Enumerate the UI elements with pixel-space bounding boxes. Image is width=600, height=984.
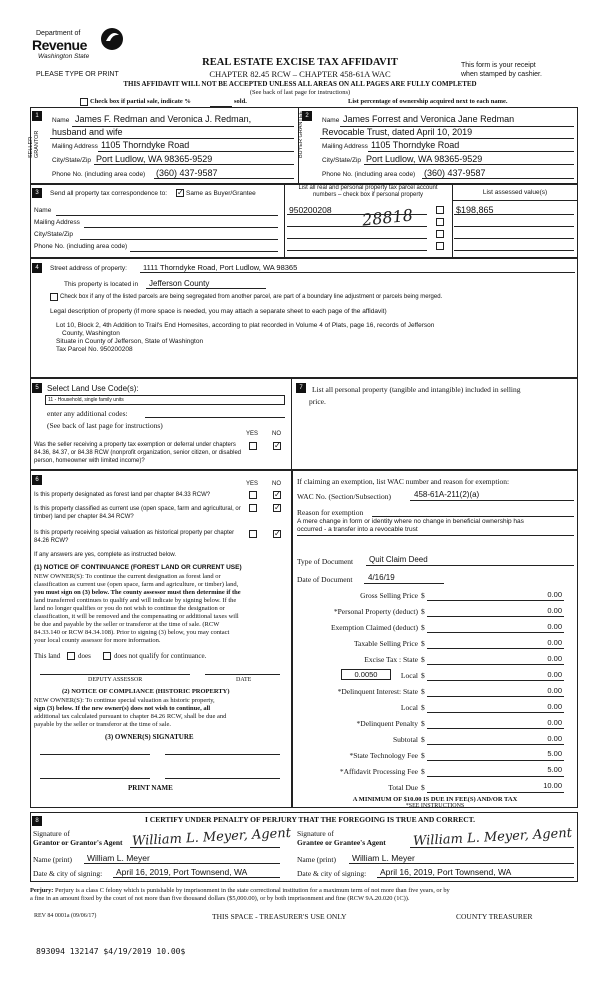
assessed-value-1[interactable]: $198,865 [456,205,494,215]
deputy-assessor-label: DEPUTY ASSESSOR [88,677,143,683]
seller-phone-label: Phone No. (including area code) [52,171,146,178]
amount-label-taxable: Taxable Selling Price [353,639,418,648]
sec5-exemption-question: Was the seller receiving a property tax exemption or deferral under chapters 84.36, 84.37, or 84.38 RCW (nonprofit organization, senior citizen, or disabled person, homeowner with limited income)? [34,442,242,464]
parcel-header: List all real and personal property tax parcel account numbers – check box if personal property [298,185,438,198]
reason-line-2[interactable]: occurred - a transfer into a revocable trust [297,526,418,533]
amount-label-excise-state: Excise Tax : State [364,655,418,664]
amount-value-processing-fee[interactable]: 5.00 [547,765,562,774]
parcel-number-1[interactable]: 950200208 [289,205,332,215]
buyer-side-label: BUYER GRANTEE [298,110,304,158]
corr-name-field[interactable] [56,215,278,216]
assessed-header: List assessed value(s) [482,189,548,196]
corr-city-label: City/State/Zip [34,231,74,238]
form-title: REAL ESTATE EXCISE TAX AFFIDAVIT [202,57,398,68]
property-county[interactable]: Jefferson County [149,279,210,288]
buyer-city[interactable]: Port Ludlow, WA 98365-9529 [366,154,483,164]
legal-line-3[interactable]: Situate in County of Jefferson, State of Washington [56,338,204,345]
this-land-label: This land [34,652,61,660]
owner-signature-title: (3) OWNER(S) SIGNATURE [105,733,194,741]
corr-name-label: Name [34,207,52,214]
same-as-buyer-label: Same as Buyer/Grantee [186,190,256,197]
parcel-2-personal-checkbox[interactable] [436,218,444,226]
perjury-label: Perjury: [30,887,54,894]
perjury-certify: I CERTIFY UNDER PENALTY OF PERJURY THAT THE FOREGOING IS TRUE AND CORRECT. [144,815,475,824]
print-name-label: PRINT NAME [128,784,173,792]
if-yes-note: If any answers are yes, complete as instructed below. [34,552,177,558]
buyer-city-label: City/State/Zip [322,157,362,164]
grantee-date-label: Date & city of signing: [297,869,367,878]
reason-label: Reason for exemption [297,508,364,517]
exemption-label: If claiming an exemption, list WAC number and reason for exemption: [297,477,510,486]
perjury-text-1: Perjury is a class C felony which is punishable by imprisonment in the state correctional institution for a maximum term of not more than five years, or by [55,887,450,894]
forest-yes-checkbox[interactable] [249,491,257,499]
parcel-4-personal-checkbox[interactable] [436,242,444,250]
seller-side-label: SELLER GRANTOR [28,130,40,158]
section-3-number: 3 [32,188,42,198]
compliance-line-4: payable by the seller or transferor at the time of sale. [34,721,171,728]
additional-codes-field[interactable] [145,417,285,418]
parcel-1-personal-checkbox[interactable] [436,206,444,214]
section-2-number: 2 [302,111,312,121]
handwritten-parcel-note: 28818 [361,205,414,230]
grantee-date-city[interactable]: April 16, 2019, Port Townsend, WA [380,867,512,877]
seller-name-label: Name [52,117,70,124]
section-1-number: 1 [32,111,42,121]
historic-no-checkbox[interactable]: ✓ [274,529,281,538]
corr-addr-label: Mailing Address [34,219,80,226]
land-does-checkbox[interactable] [67,652,75,660]
personal-property-label-2: price. [309,397,326,406]
compliance-title: (2) NOTICE OF COMPLIANCE (HISTORIC PROPERTY) [62,688,230,695]
amount-value-delinquent-state[interactable]: 0.00 [547,686,562,695]
seller-phone[interactable]: (360) 437-9587 [156,168,218,178]
legal-line-1[interactable]: Lot 10, Block 2, 4th Addition to Trail's End Homesites, according to plat recorded in Volume 4 of Plats, page 16, records of Jefferson [56,322,435,329]
amount-label-subtotal: Subtotal [392,735,418,744]
grantee-sig-label-2: Grantee or Grantee's Agent [297,838,386,847]
sold-label: sold. [234,98,247,105]
amount-value-tech-fee[interactable]: 5.00 [547,749,562,758]
owner-print-line-2[interactable] [165,778,280,779]
buyer-name-label: Name [322,117,340,124]
amount-label-gross: Gross Selling Price [360,591,418,600]
amount-dollar: $ [421,623,425,632]
amount-label-exemption: Exemption Claimed (deduct) [330,623,418,632]
current-use-question: Is this property classified as current use (open space, farm and agricultural, or timber) land per chapter 84.34 RCW? [34,506,241,520]
amount-value-local[interactable]: 0.00 [547,670,562,679]
doc-type-label: Type of Document [297,557,354,566]
current-use-yes-checkbox[interactable] [249,504,257,512]
sec5-q1-no[interactable]: ✓ [274,441,281,450]
legal-line-4[interactable]: Tax Parcel No. 950200208 [56,346,133,353]
section-4-box [30,258,578,378]
grantor-name-label: Name (print) [33,855,72,864]
seller-name[interactable]: James F. Redman and Veronica J. Redman, [75,114,252,124]
perjury-line-2: a fine in an amount fixed by the court of not more than five thousand dollars ($5,000.00), or by both imprisonment and fine (RCW 9A.20.020 (1C)). [30,895,410,902]
owner-signature-line-1[interactable] [40,754,150,755]
continuance-line-4: land transferred continues to qualify and will indicate by signing below. If the [34,597,237,604]
amount-value-exemption[interactable]: 0.00 [547,622,562,631]
compliance-line-3: additional tax calculated pursuant to chapter 84.26 RCW, shall be due and [34,713,227,720]
personal-property-label-1: List all personal property (tangible and intangible) included in selling [312,385,521,394]
continuance-line-1: NEW OWNER(S): To continue the current designation as forest land or [34,573,221,580]
amount-label-personal: *Personal Property (deduct) [333,607,418,616]
form-subtitle: CHAPTER 82.45 RCW – CHAPTER 458-61A WAC [209,69,391,79]
logo-line3: Washington State [38,53,90,60]
amount-label-delinquent-state: *Delinquent Interest: State [337,687,418,696]
continuance-line-2: classification as current use (open space, farm and agriculture, or timber) land, [34,581,239,588]
seller-address[interactable]: 1105 Thorndyke Road [101,140,190,150]
land-use-label: Select Land Use Code(s): [47,384,139,393]
assessor-date-label: DATE [236,677,252,683]
continuance-line-9: your local county assessor for more information. [34,637,161,644]
doc-type[interactable]: Quit Claim Deed [369,555,428,564]
corr-phone-label: Phone No. (including area code) [34,243,128,250]
seller-city-label: City/State/Zip [52,157,92,164]
form-revision: REV 84 0001a (09/06/17) [34,913,97,919]
deputy-assessor-line[interactable] [40,674,190,675]
grantor-date-label: Date & city of signing: [33,869,103,878]
property-street[interactable]: 1111 Thorndyke Road, Port Ludlow, WA 98365 [143,263,298,272]
grantor-sig-label-1: Signature of [33,829,70,838]
land-use-see-back: (See back of last page for instructions) [47,421,163,430]
buyer-addr-label: Mailing Address [322,143,368,150]
owner-print-line-1[interactable] [40,778,150,779]
buyer-name-line2[interactable]: Revocable Trust, dated April 10, 2019 [322,127,473,137]
form-warning: THIS AFFIDAVIT WILL NOT BE ACCEPTED UNLESS ALL AREAS ON ALL PAGES ARE FULLY COMPLETED [123,80,477,88]
grantor-print-name[interactable]: William L. Meyer [87,853,150,863]
historic-yes-checkbox[interactable] [249,530,257,538]
buyer-address[interactable]: 1105 Thorndyke Road [371,140,460,150]
located-label: This property is located in [64,281,139,288]
wac-number[interactable]: 458-61A-211(2)(a) [414,490,480,499]
sec5-no-header: NO [272,431,281,437]
seller-addr-label: Mailing Address [52,143,98,150]
receipt-note-1: This form is your receipt [461,62,536,69]
amount-label-processing-fee: *Affidavit Processing Fee [339,767,418,776]
logo-mark-icon [100,26,124,52]
continuance-line-6: classification, it will be removed and the compensating or additional taxes will [34,613,239,620]
amount-dollar: $ [421,655,425,664]
grantee-print-name[interactable]: William L. Meyer [352,853,415,863]
minimum-due-note: A MINIMUM OF $10.00 IS DUE IN FEE(S) AND/OR TAX [352,796,518,803]
section-6-number: 6 [32,475,42,485]
parcel-3-personal-checkbox[interactable] [436,230,444,238]
amount-value-gross[interactable]: 0.00 [547,590,562,599]
seller-name-line2[interactable]: husband and wife [52,127,123,137]
compliance-line-2: sign (3) below. If the new owner(s) does not wish to continue, all [34,705,211,712]
see-back-note: (See back of last page for instructions) [249,89,351,96]
see-instructions-note: *SEE INSTRUCTIONS [405,803,465,809]
land-use-value: 11 - Household, single family units [48,397,124,403]
grantor-sig-label-2: Grantor or Grantor's Agent [33,838,123,847]
continuance-title: (1) NOTICE OF CONTINUANCE (FOREST LAND OR CURRENT USE) [34,564,242,571]
amount-label-delinquent-local: Local [400,703,418,712]
grantor-date-city[interactable]: April 16, 2019, Port Townsend, WA [116,867,248,877]
corr-city-field[interactable] [80,239,278,240]
segregation-label: Check box if any of the listed parcels are being segregated from another parcel, are part of a boundary line adjustment or parcels being merged. [60,294,443,300]
forest-no-checkbox[interactable]: ✓ [274,490,281,499]
additional-codes-label: enter any additional codes: [47,409,128,418]
amount-dollar: $ [421,639,425,648]
compliance-line-1: NEW OWNER(S): To continue special valuation as historic property, [34,697,215,704]
buyer-phone-label: Phone No. (including area code) [322,171,416,178]
amount-dollar: $ [421,703,425,712]
doc-date-label: Date of Document [297,575,353,584]
continuance-line-5: land no longer qualifies or you do not wish to continue the designation or [34,605,225,612]
grantee-sig-label-1: Signature of [297,829,334,838]
amount-dollar: $ [421,735,425,744]
amount-dollar: $ [421,591,425,600]
continuance-line-8: 84.33.140 or RCW 84.34.108). Prior to signing (3) below, you may contact [34,629,230,636]
sec6-yes-header: YES [246,481,259,487]
correspondence-label: Send all property tax correspondence to: [50,190,168,197]
legal-description-label: Legal description of property (if more space is needed, you may attach a separate sheet to each page of the affidavit) [50,308,387,315]
amount-dollar: $ [421,751,425,760]
perjury-line-1 [30,887,580,895]
land-does-not-label: does not qualify for continuance. [114,652,207,660]
amount-label-penalty: *Delinquent Penalty [356,719,418,728]
doc-date[interactable]: 4/16/19 [368,573,395,582]
amount-label-tech-fee: *State Technology Fee [349,751,418,760]
amount-value-subtotal[interactable]: 0.00 [547,734,562,743]
receipt-note-2: when stamped by cashier. [461,71,542,78]
grantee-signature[interactable]: William L. Meyer, Agent [412,825,573,850]
amount-value-penalty[interactable]: 0.00 [547,718,562,727]
ownership-note: List percentage of ownership acquired next to each name. [348,98,508,105]
grantee-name-label: Name (print) [297,855,336,864]
amount-dollar: $ [421,671,425,680]
logo-line1: Department of [36,30,81,37]
amount-value-delinquent-local[interactable]: 0.00 [547,702,562,711]
amount-dollar: $ [421,687,425,696]
sec5-yes-header: YES [246,431,259,437]
land-does-label: does [78,652,91,660]
partial-sale-checkbox[interactable] [80,98,88,106]
amount-dollar: $ [421,767,425,776]
seller-city[interactable]: Port Ludlow, WA 98365-9529 [96,154,213,164]
amount-label-local: Local [400,671,418,680]
segregation-checkbox[interactable] [50,293,58,301]
continuance-line-3: you must sign on (3) below. The county assessor must then determine if the [34,589,241,596]
sec6-no-header: NO [272,481,281,487]
sec5-q1-yes[interactable] [249,442,257,450]
logo-line2: Revenue [32,37,87,53]
reason-line-1[interactable]: A mere change in form or identity where no change in beneficial ownership has [297,518,524,525]
amount-value-excise-state[interactable]: 0.00 [547,654,562,663]
grantor-signature[interactable]: William L. Meyer, Agent [131,825,292,850]
continuance-line-7: be due and payable by the seller or transferor at the time of sale. (RCW [34,621,220,628]
buyer-name[interactable]: James Forrest and Veronica Jane Redman [343,114,515,124]
amount-value-personal[interactable]: 0.00 [547,606,562,615]
treasurer-stamp: 893094 132147 $4/19/2019 10.00$ [36,947,186,956]
amount-label-total: Total Due [388,783,418,792]
print-note: PLEASE TYPE OR PRINT [36,71,119,78]
corr-phone-field[interactable] [130,251,278,252]
amount-dollar: $ [421,783,425,792]
historic-question: Is this property receiving special valuation as historical property per chapter 84.26 RCW? [34,530,235,544]
buyer-phone[interactable]: (360) 437-9587 [424,168,486,178]
amount-dollar: $ [421,607,425,616]
land-does-not-checkbox[interactable] [103,652,111,660]
wac-label: WAC No. (Section/Subsection) [297,492,391,501]
owner-signature-line-2[interactable] [165,754,280,755]
current-use-no-checkbox[interactable]: ✓ [274,503,281,512]
perjury-footer [30,887,580,903]
corr-addr-field[interactable] [84,227,278,228]
treasurer-use-label: THIS SPACE - TREASURER'S USE ONLY [212,912,347,921]
dor-logo [28,26,128,60]
section-8-number: 8 [32,816,42,826]
forest-land-question: Is this property designated as forest land per chapter 84.33 RCW? [34,492,211,498]
assessor-date-line[interactable] [205,674,280,675]
same-as-buyer-checkbox[interactable]: ✓ [177,188,184,197]
legal-line-2[interactable]: County, Washington [62,330,120,337]
county-treasurer-label: COUNTY TREASURER [456,912,533,921]
amount-value-taxable[interactable]: 0.00 [547,638,562,647]
section-4-number: 4 [32,263,42,273]
street-label: Street address of property: [50,265,127,272]
local-rate-field[interactable]: 0.0050 [341,669,391,680]
section-7-number: 7 [296,383,306,393]
partial-sale-label: Check box if partial sale, indicate % [90,98,191,105]
section-5-number: 5 [32,383,42,393]
amount-dollar: $ [421,719,425,728]
amount-value-total[interactable]: 10.00 [543,781,562,790]
